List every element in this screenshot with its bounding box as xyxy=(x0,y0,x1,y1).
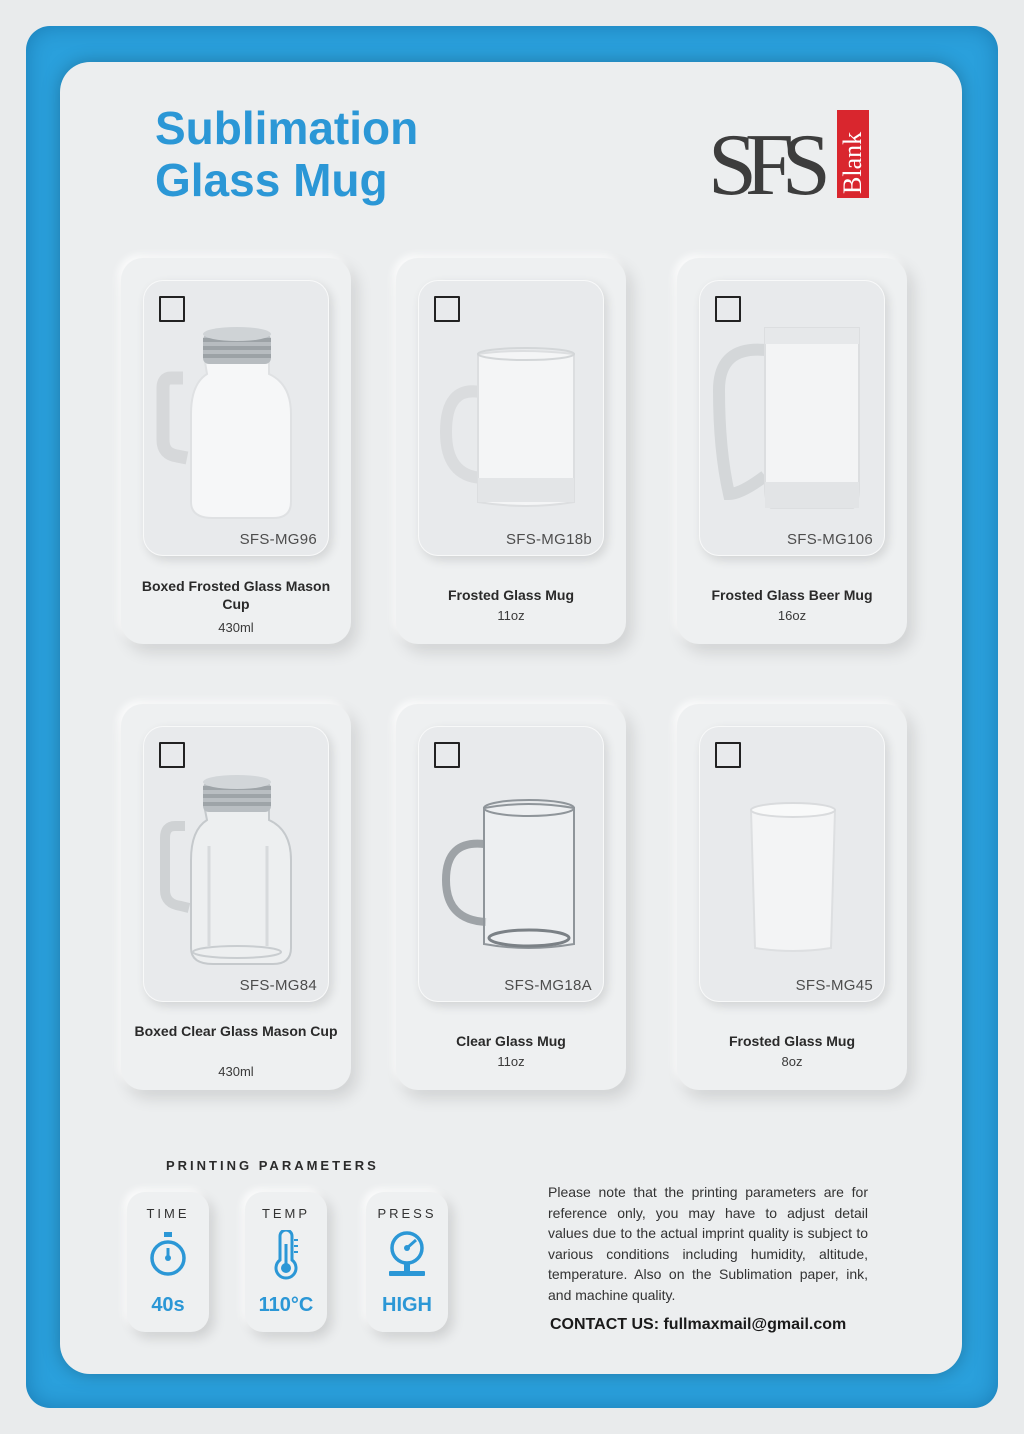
param-label: TEMP xyxy=(261,1206,311,1221)
select-checkbox[interactable] xyxy=(159,296,185,322)
product-size: 8oz xyxy=(781,1054,803,1069)
param-time xyxy=(127,1192,209,1332)
page-title-line1: Sublimation xyxy=(155,102,419,154)
logo-tag: Blank xyxy=(838,131,867,194)
page-title xyxy=(155,102,418,206)
frosted-mug-icon xyxy=(418,320,604,520)
contact-email[interactable]: CONTACT US: fullmaxmail@gmail.com xyxy=(550,1316,847,1333)
param-temp xyxy=(245,1192,327,1332)
select-checkbox[interactable] xyxy=(715,296,741,322)
select-checkbox[interactable] xyxy=(715,742,741,768)
product-card-sfs-mg18b xyxy=(396,258,626,644)
product-name: Frosted Glass Beer Mug xyxy=(711,587,873,603)
product-code: SFS-MG106 xyxy=(786,531,873,548)
product-size: 11oz xyxy=(497,608,525,623)
logo-letters: SFS xyxy=(708,117,819,200)
param-label: PRESS xyxy=(377,1206,437,1221)
clear-mug-icon xyxy=(418,766,604,966)
product-image-panel xyxy=(418,726,604,1002)
page-title-line2: Glass Mug xyxy=(155,154,388,206)
product-size: 11oz xyxy=(497,1054,525,1069)
product-card-sfs-mg96 xyxy=(121,258,351,644)
product-card-sfs-mg45 xyxy=(677,704,907,1090)
product-name: Clear Glass Mug xyxy=(456,1033,566,1049)
param-press xyxy=(366,1192,448,1332)
product-code: SFS-MG18A xyxy=(504,977,592,994)
param-value: HIGH xyxy=(382,1294,432,1316)
product-code: SFS-MG18b xyxy=(505,531,592,548)
thermometer-icon xyxy=(266,1230,306,1280)
printing-parameters-heading: PRINTING PARAMETERS xyxy=(166,1158,379,1173)
product-name: Boxed Frosted Glass Mason Cup xyxy=(141,578,331,612)
select-checkbox[interactable] xyxy=(434,742,460,768)
sfs-blank-logo xyxy=(708,108,872,200)
product-code: SFS-MG84 xyxy=(239,977,317,994)
product-image-panel xyxy=(418,280,604,556)
product-name: Boxed Clear Glass Mason Cup xyxy=(134,1023,338,1039)
disclaimer-note: Please note that the printing parameters are for reference only, you may have to adjust detail values due to the actual imprint quality is subject to various conditions including humidity, altitude, temperature. Also on the Sublimation paper, ink, and machine quality. xyxy=(548,1184,868,1303)
product-card-sfs-mg106 xyxy=(677,258,907,644)
product-name: Frosted Glass Mug xyxy=(447,587,575,603)
product-size: 430ml xyxy=(218,620,254,635)
product-card-sfs-mg84 xyxy=(121,704,351,1090)
product-code: SFS-MG45 xyxy=(795,977,873,994)
product-image-panel xyxy=(699,726,885,1002)
pressure-gauge-icon xyxy=(387,1230,427,1280)
product-card-sfs-mg18a xyxy=(396,704,626,1090)
product-image-panel xyxy=(143,726,329,1002)
stopwatch-icon xyxy=(148,1230,188,1280)
product-name: Frosted Glass Mug xyxy=(728,1033,856,1049)
frosted-tumbler-icon xyxy=(699,766,885,966)
product-image-panel xyxy=(143,280,329,556)
param-label: TIME xyxy=(146,1206,190,1221)
beer-mug-icon xyxy=(699,320,885,520)
frosted-mason-jar-icon xyxy=(143,320,329,520)
param-value: 110°C xyxy=(258,1294,314,1316)
product-code: SFS-MG96 xyxy=(239,531,317,548)
product-image-panel xyxy=(699,280,885,556)
select-checkbox[interactable] xyxy=(434,296,460,322)
param-value: 40s xyxy=(151,1294,185,1316)
clear-mason-jar-icon xyxy=(143,766,329,966)
select-checkbox[interactable] xyxy=(159,742,185,768)
product-size: 16oz xyxy=(777,608,807,623)
product-size: 430ml xyxy=(218,1064,254,1079)
